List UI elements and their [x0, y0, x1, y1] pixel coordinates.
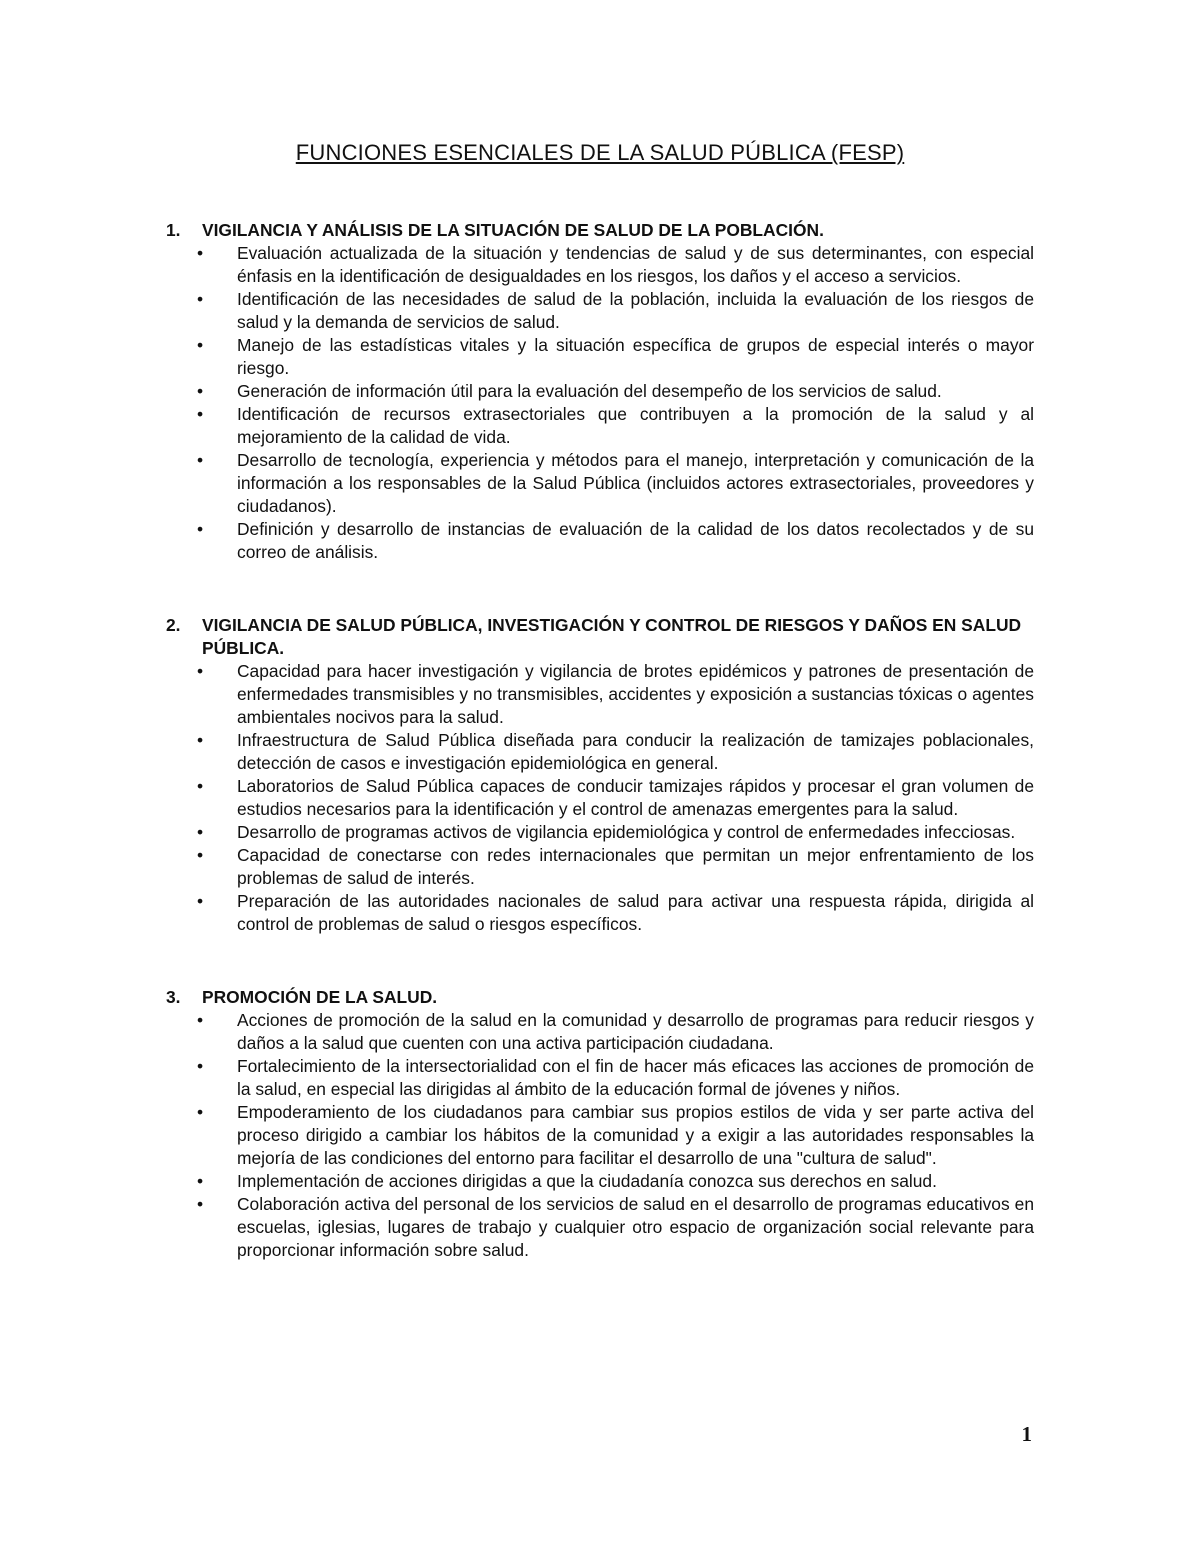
list-item-text: Capacidad para hacer investigación y vigilancia de brotes epidémicos y patrones de presentación de enfermedades transmisibles y no transmisibles, accidentes y exposición a sustancias tóxicas o agentes ambientales nocivos para la salud.	[237, 661, 1034, 727]
list-item	[166, 1055, 1034, 1101]
bullet-icon: •	[196, 1194, 204, 1214]
list-item-text: Implementación de acciones dirigidas a que la ciudadanía conozca sus derechos en salud.	[237, 1171, 937, 1191]
list-item-text: Identificación de las necesidades de salud de la población, incluida la evaluación de los riesgos de salud y la demanda de servicios de salud.	[237, 289, 1034, 332]
bullet-icon: •	[196, 335, 204, 355]
list-item-text: Desarrollo de tecnología, experiencia y métodos para el manejo, interpretación y comunicación de la información a los responsables de la Salud Pública (incluidos actores extrasectoriales, proveedores y ciudadanos).	[237, 450, 1034, 516]
bullet-icon: •	[196, 243, 204, 263]
list-item	[166, 334, 1034, 380]
bullet-icon: •	[196, 404, 204, 424]
bullet-icon: •	[196, 289, 204, 309]
bullet-icon: •	[196, 381, 204, 401]
list-item-text: Fortalecimiento de la intersectorialidad con el fin de hacer más eficaces las acciones de promoción de la salud, en especial las dirigidas al ámbito de la educación formal de jóvenes y niños.	[237, 1056, 1034, 1099]
section-heading	[166, 614, 1034, 660]
list-item	[166, 821, 1034, 844]
list-item-text: Preparación de las autoridades nacionales de salud para activar una respuesta rápida, dirigida al control de problemas de salud o riesgos específicos.	[237, 891, 1034, 934]
list-item-text: Colaboración activa del personal de los servicios de salud en el desarrollo de programas educativos en escuelas, iglesias, lugares de trabajo y cualquier otro espacio de organización social relevante para proporcionar información sobre salud.	[237, 1194, 1034, 1260]
bullet-list	[166, 660, 1034, 936]
list-item-text: Acciones de promoción de la salud en la comunidad y desarrollo de programas para reducir riesgos y daños a la salud que cuenten con una activa participación ciudadana.	[237, 1010, 1034, 1053]
bullet-icon: •	[196, 822, 204, 842]
list-item-text: Identificación de recursos extrasectoriales que contribuyen a la promoción de la salud y al mejoramiento de la calidad de vida.	[237, 404, 1034, 447]
list-item	[166, 1101, 1034, 1170]
bullet-icon: •	[196, 1171, 204, 1191]
document-title: FUNCIONES ESENCIALES DE LA SALUD PÚBLICA (FESP)	[295, 140, 905, 165]
bullet-icon: •	[196, 661, 204, 681]
list-item	[166, 775, 1034, 821]
list-item-text: Desarrollo de programas activos de vigilancia epidemiológica y control de enfermedades infecciosas.	[237, 822, 1016, 842]
bullet-list	[166, 242, 1034, 564]
bullet-icon: •	[196, 891, 204, 911]
page-number: 1	[1021, 1422, 1032, 1446]
bullet-icon: •	[196, 776, 204, 796]
list-item	[166, 660, 1034, 729]
list-item	[166, 1193, 1034, 1262]
section-1	[166, 219, 1034, 564]
bullet-icon: •	[196, 1056, 204, 1076]
list-item	[166, 403, 1034, 449]
list-item-text: Evaluación actualizada de la situación y tendencias de salud y de sus determinantes, con especial énfasis en la identificación de desigualdades en los riesgos, los daños y el acceso a servicios.	[237, 243, 1034, 286]
list-item-text: Laboratorios de Salud Pública capaces de conducir tamizajes rápidos y procesar el gran volumen de estudios necesarios para la identificación y el control de amenazas emergentes para la salud.	[237, 776, 1034, 819]
list-item-text: Capacidad de conectarse con redes internacionales que permitan un mejor enfrentamiento de los problemas de salud de interés.	[237, 845, 1034, 888]
list-item	[166, 449, 1034, 518]
bullet-list	[166, 1009, 1034, 1262]
section-heading	[166, 986, 1034, 1009]
list-item	[166, 288, 1034, 334]
bullet-icon: •	[196, 519, 204, 539]
section-number: 2.	[166, 615, 181, 635]
list-item-text: Definición y desarrollo de instancias de evaluación de la calidad de los datos recolectados y de su correo de análisis.	[237, 519, 1034, 562]
list-item	[166, 890, 1034, 936]
section-heading-text: PROMOCIÓN DE LA SALUD.	[202, 987, 438, 1007]
list-item	[166, 380, 1034, 403]
bullet-icon: •	[196, 1010, 204, 1030]
document-body	[166, 219, 1034, 1312]
list-item	[166, 1009, 1034, 1055]
section-number: 3.	[166, 987, 181, 1007]
list-item	[166, 1170, 1034, 1193]
list-item-text: Infraestructura de Salud Pública diseñada para conducir la realización de tamizajes poblacionales, detección de casos e investigación epidemiológica en general.	[237, 730, 1034, 773]
list-item-text: Generación de información útil para la evaluación del desempeño de los servicios de salud.	[237, 381, 942, 401]
section-heading-text: VIGILANCIA DE SALUD PÚBLICA, INVESTIGACIÓN Y CONTROL DE RIESGOS Y DAÑOS EN SALUD PÚBLICA.	[202, 615, 1022, 658]
list-item	[166, 242, 1034, 288]
section-2	[166, 614, 1034, 936]
section-3	[166, 986, 1034, 1262]
list-item	[166, 729, 1034, 775]
section-number: 1.	[166, 220, 181, 240]
list-item-text: Manejo de las estadísticas vitales y la situación específica de grupos de especial interés o mayor riesgo.	[237, 335, 1034, 378]
section-heading-text: VIGILANCIA Y ANÁLISIS DE LA SITUACIÓN DE SALUD DE LA POBLACIÓN.	[202, 220, 824, 240]
section-heading	[166, 219, 1034, 242]
bullet-icon: •	[196, 845, 204, 865]
bullet-icon: •	[196, 730, 204, 750]
bullet-icon: •	[196, 1102, 204, 1122]
list-item	[166, 518, 1034, 564]
bullet-icon: •	[196, 450, 204, 470]
list-item	[166, 844, 1034, 890]
list-item-text: Empoderamiento de los ciudadanos para cambiar sus propios estilos de vida y ser parte activa del proceso dirigido a cambiar los hábitos de la comunidad y a exigir a las autoridades responsables la mejoría de las condiciones del entorno para facilitar el desarrollo de una "cultura de salud".	[237, 1102, 1034, 1168]
